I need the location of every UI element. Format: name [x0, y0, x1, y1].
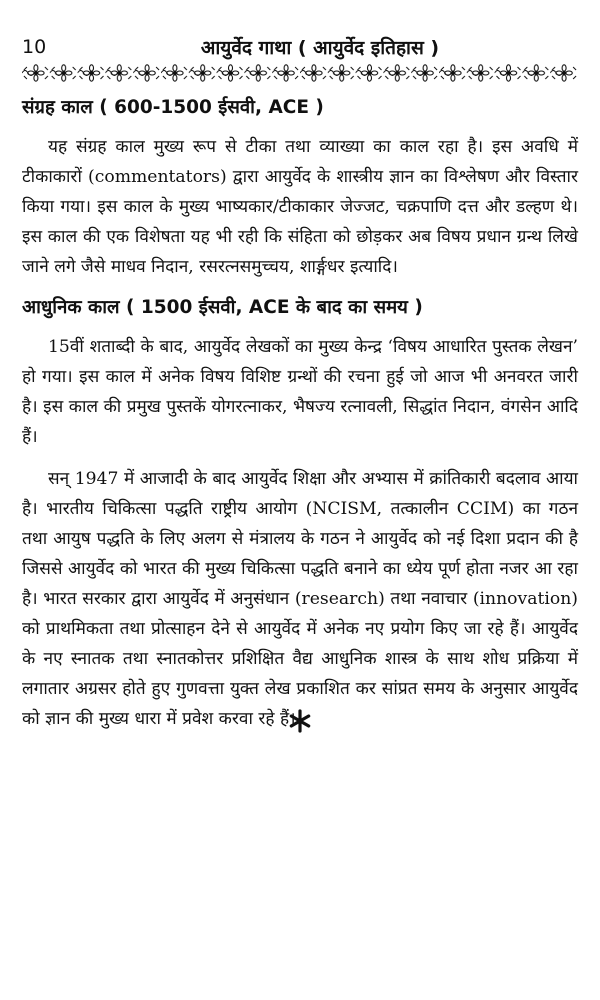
asterisk-ornament-icon [287, 708, 313, 734]
running-head [22, 34, 578, 62]
section-adhunik-kaal [22, 294, 578, 734]
floral-border-icon [22, 64, 578, 82]
running-title: आयुर्वेद गाथा ( आयुर्वेद इतिहास ) [200, 37, 440, 59]
main-content [22, 94, 578, 746]
paragraph: 15वीं शताब्दी के बाद, आयुर्वेद लेखकों का मुख्य केन्द्र ‘विषय आधारित पुस्तक लेखन’ हो गया। इस काल में अनेक विषय विशिष्ट ग्रन्थों की रचना हुई जो आज भी अनवरत जारी है। इस काल की प्रमुख पुस्तकें योगरत्नाकर, भैषज्य रत्नावली, सिद्धांत निदान, वंगसेन आदि हैं। [22, 337, 578, 447]
page-number: 10 [22, 36, 47, 58]
section-heading: संग्रह काल ( 600-1500 ईसवी, ACE ) [22, 97, 324, 118]
paragraph: यह संग्रह काल मुख्य रूप से टीका तथा व्याख्या का काल रहा है। इस अवधि में टीकाकारों (commentators) द्वारा आयुर्वेद के शास्त्रीय ज्ञान का विश्लेषण और विस्तार किया गया। इस काल के मुख्य भाष्यकार/टीकाकार जेज्जट, चक्रपाणि दत्त और डल्हण थे। इस काल की एक विशेषता यह भी रही कि संहिता को छोड़कर अब विषय प्रधान ग्रन्थ लिखे जाने लगे जैसे माधव निदान, रसरत्नसमुच्चय, शार्ङ्गधर इत्यादि। [22, 137, 578, 277]
end-ornament [0, 708, 600, 738]
section-sangrah-kaal [22, 94, 578, 282]
paragraph: सन् 1947 में आजादी के बाद आयुर्वेद शिक्षा और अभ्यास में क्रांतिकारी बदलाव आया है। भारतीय चिकित्सा पद्धति राष्ट्रीय आयोग (NCISM, तत्कालीन CCIM) का गठन तथा आयुष पद्धति के लिए अलग से मंत्रालय के गठन ने आयुर्वेद को नई दिशा प्रदान की है जिससे आयुर्वेद को भारत की मुख्य चिकित्सा पद्धति बनाने का ध्येय पूर्ण होता नजर आ रहा है। भारत सरकार द्वारा आयुर्वेद में अनुसंधान (research) तथा नवाचार (innovation) को प्राथमिकता तथा प्रोत्साहन देने से आयुर्वेद में अनेक नए प्रयोग किए जा रहे हैं। आयुर्वेद के नए स्नातक तथा स्नातकोत्तर प्रशिक्षित वैद्य आधुनिक शास्त्र के साथ शोध प्रक्रिया में लगातार अग्रसर होते हुए गुणवत्ता युक्त लेख प्रकाशित कर सांप्रत समय के अनुसार आयुर्वेद को ज्ञान की मुख्य धारा में प्रवेश करवा रहे हैं। [22, 469, 578, 729]
section-heading: आधुनिक काल ( 1500 ईसवी, ACE के बाद का समय ) [22, 297, 423, 318]
